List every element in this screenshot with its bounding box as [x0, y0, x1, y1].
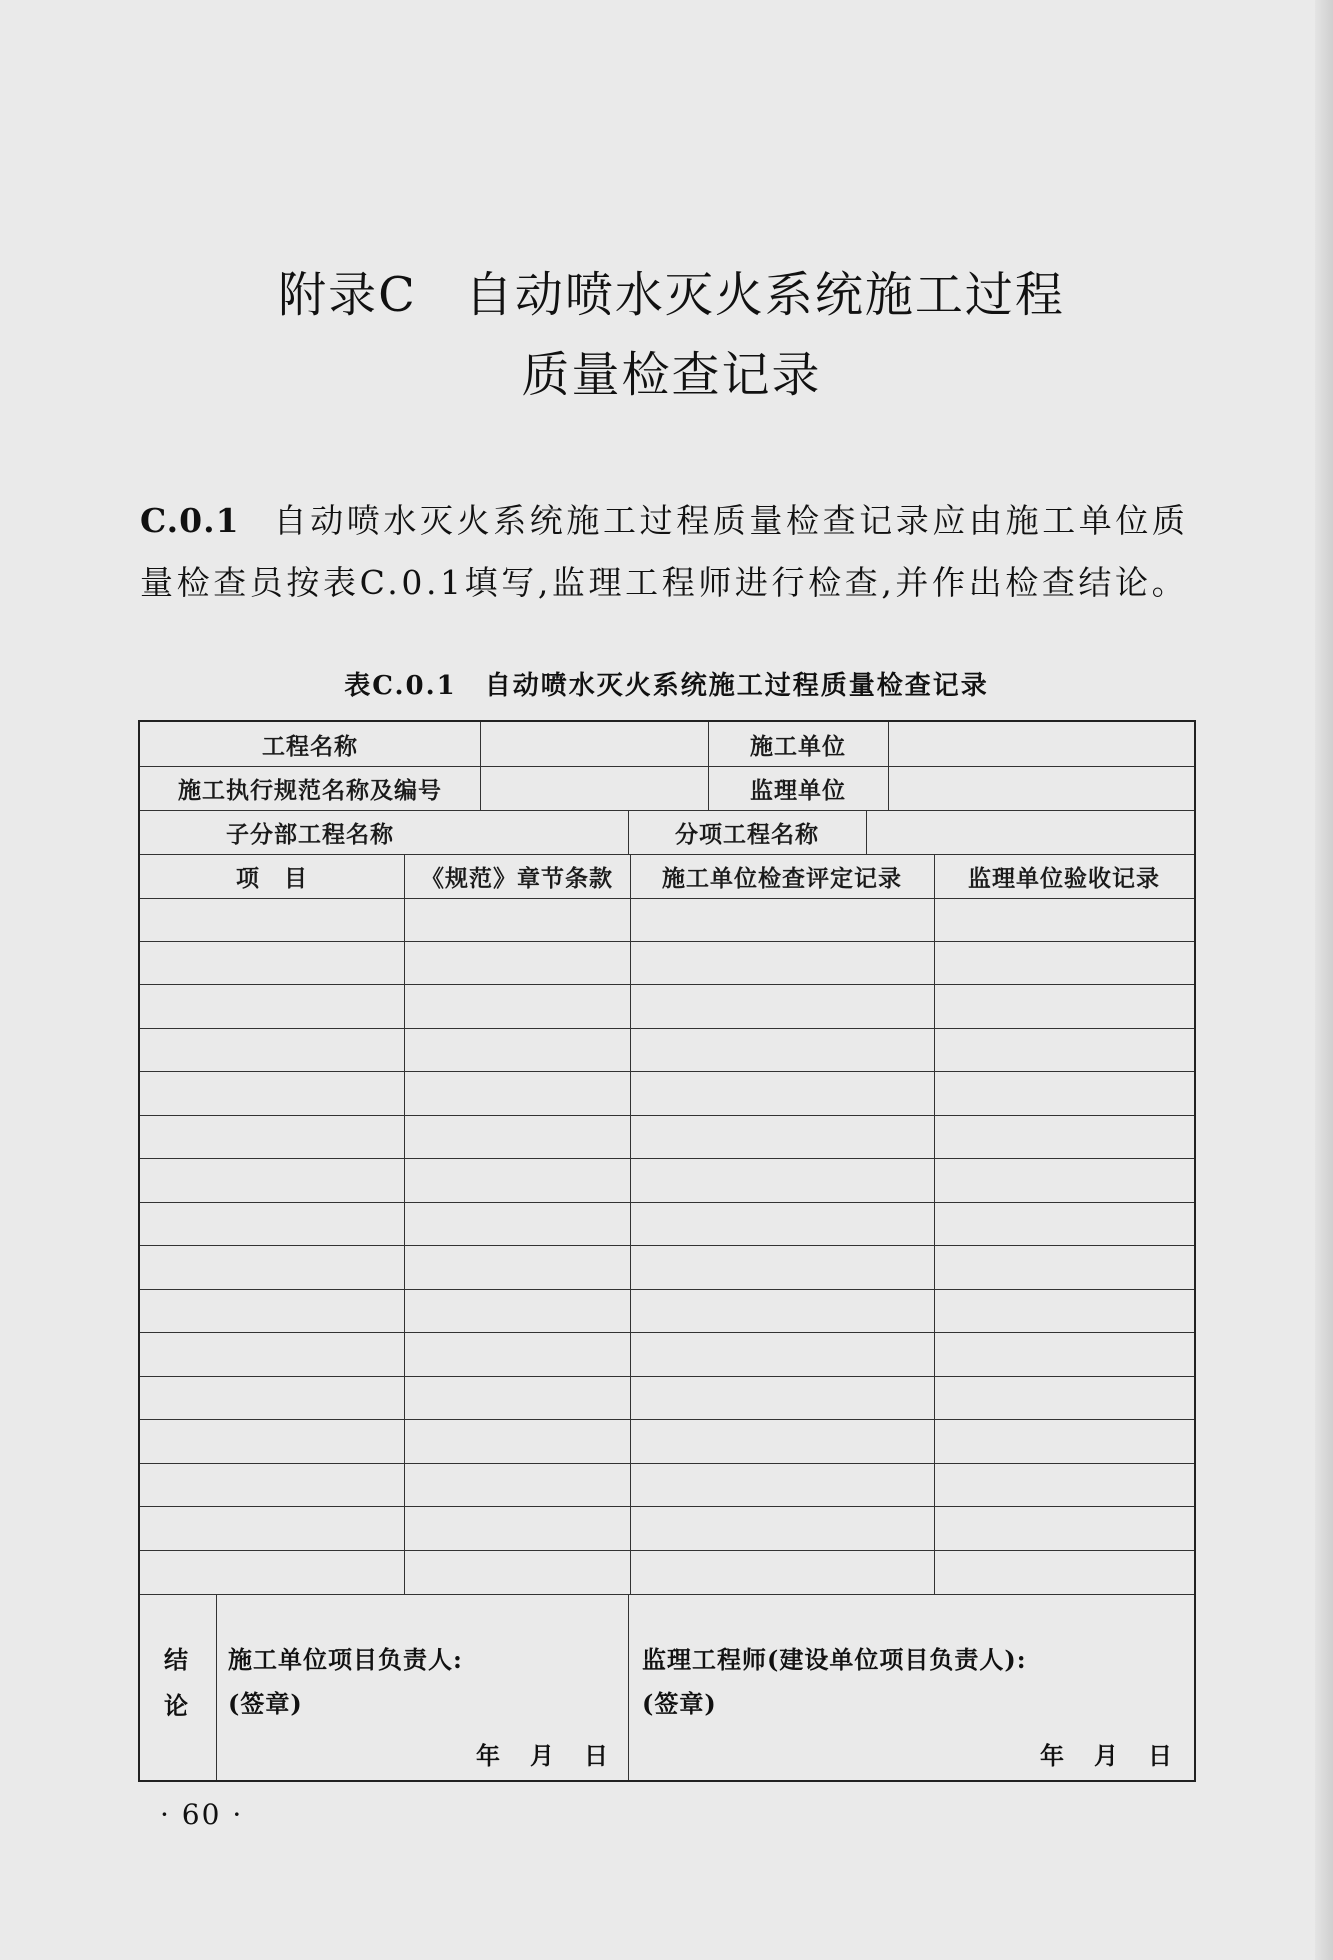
title-main: 自动喷水灭火系统施工过程	[464, 267, 1065, 323]
divider	[628, 810, 629, 854]
spec-label: 施工执行规范名称及编号	[178, 776, 442, 804]
column-header-supervisor-record: 监理单位验收记录	[968, 864, 1160, 892]
project-name-value[interactable]	[480, 722, 708, 766]
table-row[interactable]	[140, 1159, 1194, 1203]
table-title: 自动喷水灭火系统施工过程质量检查记录	[484, 671, 989, 701]
spec-value[interactable]	[480, 766, 708, 810]
divider	[866, 810, 867, 854]
supervisor-label: 监理单位	[750, 776, 846, 804]
table-row[interactable]	[140, 1290, 1194, 1334]
page-number: · 60 ·	[160, 1798, 244, 1831]
appendix-label: 附录C	[278, 267, 417, 323]
table-row[interactable]	[140, 1203, 1194, 1247]
clause-paragraph	[140, 490, 1200, 614]
table-row[interactable]	[140, 1116, 1194, 1160]
contractor-sign-label: 施工单位项目负责人:	[228, 1645, 463, 1674]
conclusion-label-2: 论	[164, 1691, 189, 1720]
table-row[interactable]	[140, 1029, 1194, 1073]
table-row[interactable]	[140, 1420, 1194, 1464]
divider	[140, 854, 1194, 855]
column-header-item: 项 目	[236, 864, 308, 892]
supervisor-value[interactable]	[888, 766, 1194, 810]
table-row[interactable]	[140, 1333, 1194, 1377]
divider	[628, 1594, 629, 1780]
divider	[140, 766, 1194, 767]
column-header-contractor-record: 施工单位检查评定记录	[662, 864, 902, 892]
supervisor-sign-label: 监理工程师(建设单位项目负责人):	[642, 1645, 1027, 1674]
table-row[interactable]	[140, 1551, 1194, 1595]
contractor-value[interactable]	[888, 722, 1194, 766]
conclusion-label-1: 结	[164, 1645, 189, 1674]
sub-division-label: 子分部工程名称	[226, 820, 394, 848]
divider	[140, 1594, 1194, 1595]
divider	[480, 722, 481, 810]
supervisor-seal: (签章)	[642, 1689, 717, 1718]
contractor-seal: (签章)	[228, 1689, 303, 1718]
record-grid	[140, 898, 1194, 1594]
clause-number: C.0.1	[140, 501, 240, 540]
column-header-clause: 《规范》章节条款	[421, 864, 613, 892]
table-row[interactable]	[140, 1377, 1194, 1421]
divider	[216, 1594, 217, 1780]
project-name-label: 工程名称	[262, 732, 358, 760]
divider	[888, 722, 889, 810]
supervisor-date: 年 月 日	[1040, 1741, 1172, 1770]
clause-text: 自动喷水灭火系统施工过程质量检查记录应由施工单位质量检查员按表C.0.1填写,监理工程师进行检查,并作出检查结论。	[140, 501, 1189, 602]
page-title	[0, 255, 1333, 415]
table-row[interactable]	[140, 1246, 1194, 1290]
divider	[630, 854, 631, 1594]
sub-division-value[interactable]	[480, 810, 628, 854]
title-line2: 质量检查记录	[521, 347, 822, 403]
table-row[interactable]	[140, 985, 1194, 1029]
divider	[934, 854, 935, 1594]
quality-check-form	[138, 720, 1196, 1782]
table-row[interactable]	[140, 942, 1194, 986]
table-row[interactable]	[140, 1507, 1194, 1551]
table-caption	[0, 665, 1333, 702]
item-division-value[interactable]	[866, 810, 1194, 854]
table-number: 表C.0.1	[344, 671, 457, 701]
contractor-label: 施工单位	[750, 732, 846, 760]
table-row[interactable]	[140, 1464, 1194, 1508]
table-row[interactable]	[140, 898, 1194, 942]
divider	[140, 810, 1194, 811]
table-row[interactable]	[140, 1072, 1194, 1116]
divider	[404, 854, 405, 1594]
divider	[708, 722, 709, 810]
contractor-date: 年 月 日	[476, 1741, 608, 1770]
item-division-label: 分项工程名称	[675, 820, 819, 848]
